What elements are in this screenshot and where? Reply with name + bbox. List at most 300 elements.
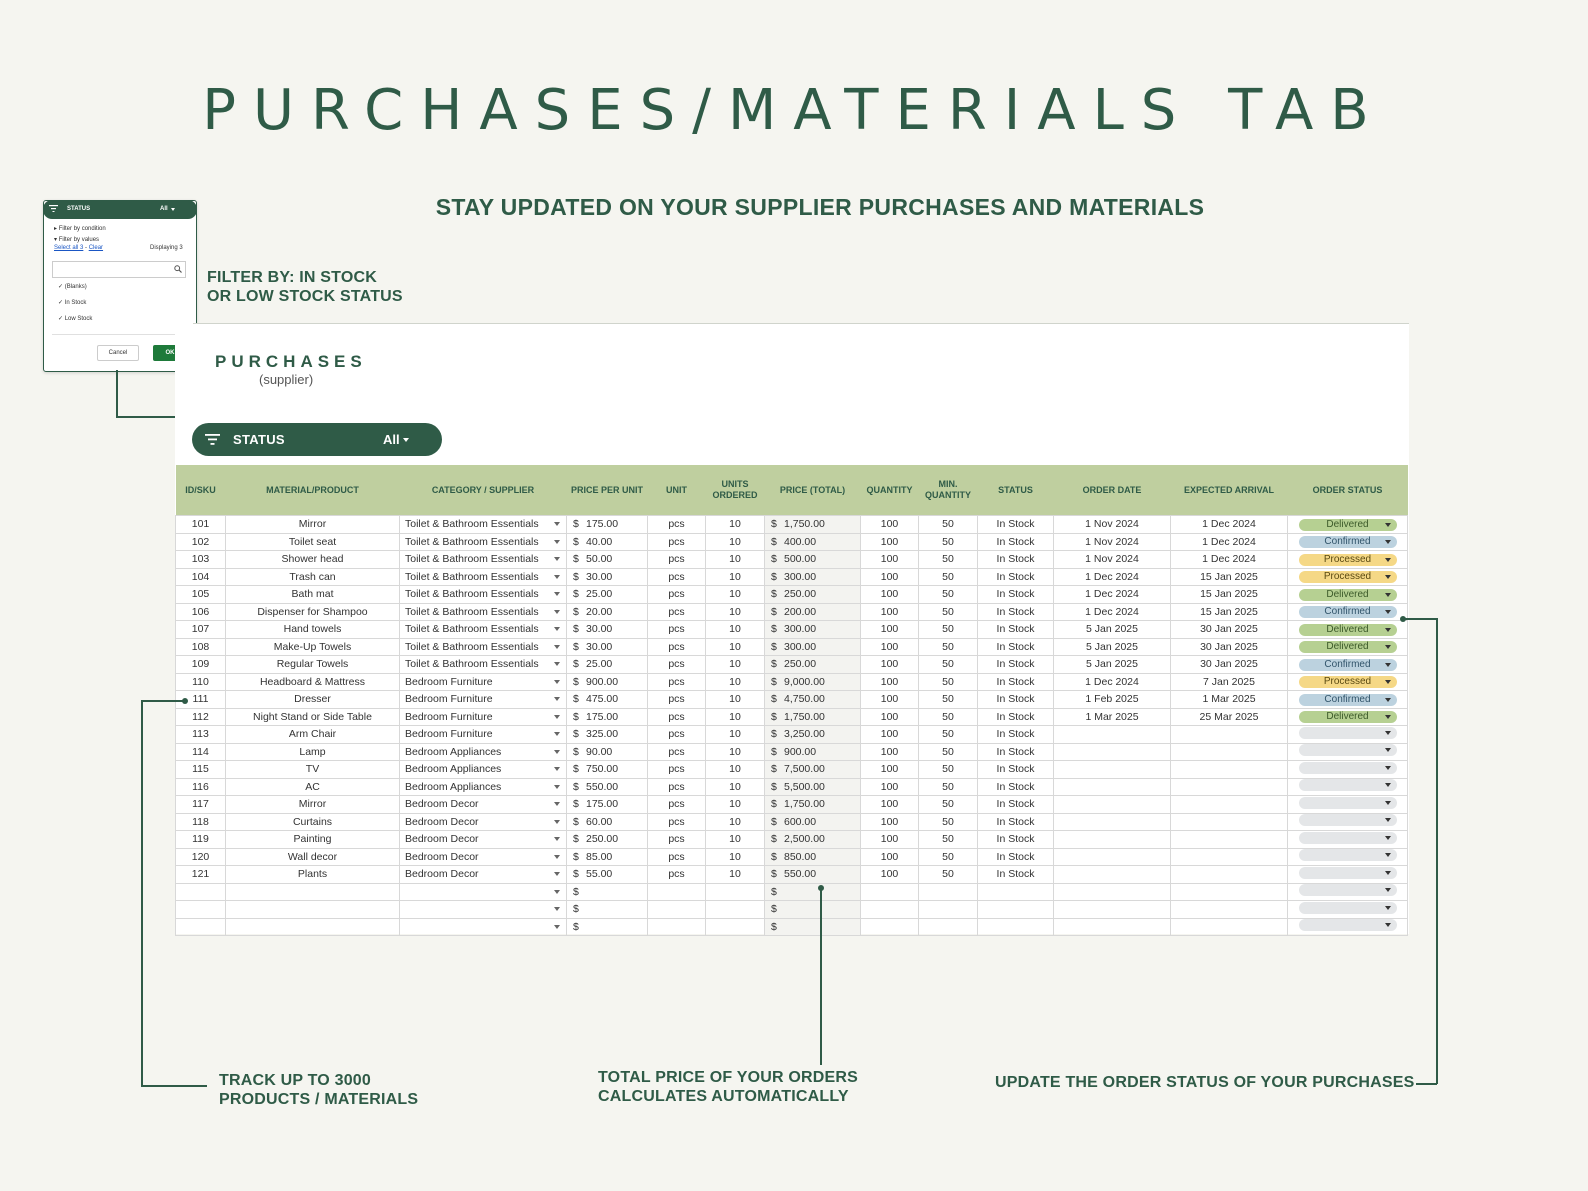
dropdown-arrow-icon[interactable] <box>554 872 560 876</box>
order-status-cell[interactable] <box>1288 568 1408 586</box>
dropdown-arrow-icon[interactable] <box>554 837 560 841</box>
id-cell[interactable]: 114 <box>176 743 226 761</box>
dropdown-arrow-icon[interactable] <box>554 575 560 579</box>
unit-cell[interactable]: pcs <box>648 848 706 866</box>
id-cell[interactable]: 120 <box>176 848 226 866</box>
dropdown-arrow-icon[interactable] <box>554 750 560 754</box>
dropdown-arrow-icon[interactable] <box>554 522 560 526</box>
price-total-cell[interactable] <box>765 813 861 831</box>
units-ordered-cell[interactable]: 10 <box>706 603 765 621</box>
price-per-unit-cell[interactable] <box>567 516 648 534</box>
expected-arrival-cell[interactable] <box>1171 901 1288 919</box>
stock-status-cell[interactable]: In Stock <box>978 638 1054 656</box>
dropdown-arrow-icon[interactable] <box>554 855 560 859</box>
id-cell[interactable]: 118 <box>176 813 226 831</box>
min-quantity-cell[interactable]: 50 <box>919 673 978 691</box>
ok-button[interactable]: OK <box>153 345 187 361</box>
quantity-cell[interactable]: 100 <box>861 848 919 866</box>
units-ordered-cell[interactable]: 10 <box>706 586 765 604</box>
dropdown-arrow-icon[interactable] <box>554 802 560 806</box>
quantity-cell[interactable]: 100 <box>861 516 919 534</box>
dropdown-arrow-icon[interactable] <box>554 820 560 824</box>
category-cell[interactable] <box>400 918 567 936</box>
price-total-cell[interactable] <box>765 848 861 866</box>
order-date-cell[interactable]: 5 Jan 2025 <box>1054 621 1171 639</box>
stock-status-cell[interactable]: In Stock <box>978 778 1054 796</box>
order-status-cell[interactable] <box>1288 743 1408 761</box>
order-status-cell[interactable] <box>1288 656 1408 674</box>
dropdown-arrow-icon[interactable] <box>554 890 560 894</box>
status-filter-button[interactable] <box>192 423 442 456</box>
min-quantity-cell[interactable]: 50 <box>919 796 978 814</box>
quantity-cell[interactable] <box>861 901 919 919</box>
order-status-dropdown[interactable] <box>1299 814 1397 826</box>
unit-cell[interactable]: pcs <box>648 638 706 656</box>
order-date-cell[interactable] <box>1054 901 1171 919</box>
order-date-cell[interactable]: 1 Dec 2024 <box>1054 603 1171 621</box>
min-quantity-cell[interactable] <box>919 883 978 901</box>
id-cell[interactable]: 108 <box>176 638 226 656</box>
stock-status-cell[interactable]: In Stock <box>978 568 1054 586</box>
order-date-cell[interactable] <box>1054 831 1171 849</box>
price-total-cell[interactable] <box>765 691 861 709</box>
id-cell[interactable]: 112 <box>176 708 226 726</box>
price-per-unit-cell[interactable] <box>567 673 648 691</box>
stock-status-cell[interactable]: In Stock <box>978 533 1054 551</box>
dropdown-arrow-icon[interactable] <box>1385 558 1391 562</box>
expected-arrival-cell[interactable]: 15 Jan 2025 <box>1171 586 1288 604</box>
price-total-cell[interactable] <box>765 708 861 726</box>
category-cell[interactable] <box>400 691 567 709</box>
order-status-cell[interactable] <box>1288 918 1408 936</box>
min-quantity-cell[interactable]: 50 <box>919 726 978 744</box>
expected-arrival-cell[interactable] <box>1171 831 1288 849</box>
unit-cell[interactable] <box>648 901 706 919</box>
price-total-cell[interactable] <box>765 726 861 744</box>
category-cell[interactable] <box>400 796 567 814</box>
units-ordered-cell[interactable]: 10 <box>706 866 765 884</box>
order-date-cell[interactable]: 1 Dec 2024 <box>1054 568 1171 586</box>
dropdown-arrow-icon[interactable] <box>1385 818 1391 822</box>
id-cell[interactable]: 103 <box>176 551 226 569</box>
order-status-dropdown[interactable] <box>1299 849 1397 861</box>
price-per-unit-cell[interactable] <box>567 831 648 849</box>
category-cell[interactable] <box>400 551 567 569</box>
material-cell[interactable]: Night Stand or Side Table <box>226 708 400 726</box>
units-ordered-cell[interactable]: 10 <box>706 551 765 569</box>
dropdown-arrow-icon[interactable] <box>554 697 560 701</box>
dropdown-arrow-icon[interactable] <box>1385 731 1391 735</box>
unit-cell[interactable]: pcs <box>648 761 706 779</box>
category-cell[interactable] <box>400 848 567 866</box>
id-cell[interactable] <box>176 883 226 901</box>
min-quantity-cell[interactable]: 50 <box>919 813 978 831</box>
stock-status-cell[interactable]: In Stock <box>978 743 1054 761</box>
price-total-cell[interactable] <box>765 761 861 779</box>
order-date-cell[interactable] <box>1054 743 1171 761</box>
dropdown-arrow-icon[interactable] <box>1385 923 1391 927</box>
order-date-cell[interactable]: 1 Dec 2024 <box>1054 586 1171 604</box>
quantity-cell[interactable]: 100 <box>861 621 919 639</box>
id-cell[interactable]: 116 <box>176 778 226 796</box>
unit-cell[interactable]: pcs <box>648 533 706 551</box>
expected-arrival-cell[interactable] <box>1171 883 1288 901</box>
order-status-cell[interactable] <box>1288 883 1408 901</box>
unit-cell[interactable]: pcs <box>648 778 706 796</box>
quantity-cell[interactable] <box>861 883 919 901</box>
order-date-cell[interactable] <box>1054 813 1171 831</box>
dropdown-arrow-icon[interactable] <box>1385 663 1391 667</box>
quantity-cell[interactable]: 100 <box>861 778 919 796</box>
quantity-cell[interactable]: 100 <box>861 866 919 884</box>
stock-status-cell[interactable]: In Stock <box>978 761 1054 779</box>
price-total-cell[interactable] <box>765 883 861 901</box>
price-total-cell[interactable] <box>765 901 861 919</box>
price-total-cell[interactable] <box>765 603 861 621</box>
unit-cell[interactable]: pcs <box>648 603 706 621</box>
category-cell[interactable] <box>400 708 567 726</box>
dropdown-arrow-icon[interactable] <box>554 627 560 631</box>
category-cell[interactable] <box>400 726 567 744</box>
price-per-unit-cell[interactable] <box>567 918 648 936</box>
id-cell[interactable]: 107 <box>176 621 226 639</box>
expected-arrival-cell[interactable]: 1 Mar 2025 <box>1171 691 1288 709</box>
units-ordered-cell[interactable]: 10 <box>706 778 765 796</box>
dropdown-arrow-icon[interactable] <box>1385 766 1391 770</box>
category-cell[interactable] <box>400 813 567 831</box>
stock-status-cell[interactable]: In Stock <box>978 551 1054 569</box>
order-status-dropdown[interactable] <box>1299 589 1397 601</box>
id-cell[interactable]: 115 <box>176 761 226 779</box>
category-cell[interactable] <box>400 568 567 586</box>
units-ordered-cell[interactable]: 10 <box>706 813 765 831</box>
expected-arrival-cell[interactable] <box>1171 866 1288 884</box>
dropdown-arrow-icon[interactable] <box>1385 680 1391 684</box>
units-ordered-cell[interactable]: 10 <box>706 726 765 744</box>
clear-link[interactable]: Clear <box>88 245 104 251</box>
price-total-cell[interactable] <box>765 621 861 639</box>
stock-status-cell[interactable]: In Stock <box>978 831 1054 849</box>
unit-cell[interactable]: pcs <box>648 586 706 604</box>
expected-arrival-cell[interactable]: 7 Jan 2025 <box>1171 673 1288 691</box>
material-cell[interactable]: Lamp <box>226 743 400 761</box>
dropdown-arrow-icon[interactable] <box>554 645 560 649</box>
unit-cell[interactable]: pcs <box>648 726 706 744</box>
dropdown-arrow-icon[interactable] <box>554 680 560 684</box>
order-status-dropdown[interactable] <box>1299 762 1397 774</box>
order-date-cell[interactable]: 1 Nov 2024 <box>1054 551 1171 569</box>
dropdown-arrow-icon[interactable] <box>1385 906 1391 910</box>
expected-arrival-cell[interactable] <box>1171 918 1288 936</box>
material-cell[interactable]: Trash can <box>226 568 400 586</box>
quantity-cell[interactable]: 100 <box>861 761 919 779</box>
filter-popup-header[interactable] <box>43 200 197 219</box>
price-per-unit-cell[interactable] <box>567 796 648 814</box>
unit-cell[interactable]: pcs <box>648 621 706 639</box>
order-date-cell[interactable] <box>1054 726 1171 744</box>
price-per-unit-cell[interactable] <box>567 813 648 831</box>
expected-arrival-cell[interactable]: 1 Dec 2024 <box>1171 533 1288 551</box>
units-ordered-cell[interactable]: 10 <box>706 673 765 691</box>
order-status-cell[interactable] <box>1288 603 1408 621</box>
units-ordered-cell[interactable]: 10 <box>706 516 765 534</box>
order-status-dropdown[interactable] <box>1299 832 1397 844</box>
units-ordered-cell[interactable]: 10 <box>706 708 765 726</box>
dropdown-arrow-icon[interactable] <box>554 557 560 561</box>
category-cell[interactable] <box>400 516 567 534</box>
material-cell[interactable]: Dresser <box>226 691 400 709</box>
min-quantity-cell[interactable]: 50 <box>919 708 978 726</box>
price-per-unit-cell[interactable] <box>567 586 648 604</box>
unit-cell[interactable]: pcs <box>648 708 706 726</box>
price-total-cell[interactable] <box>765 743 861 761</box>
category-cell[interactable] <box>400 586 567 604</box>
id-cell[interactable]: 113 <box>176 726 226 744</box>
material-cell[interactable]: Dispenser for Shampoo <box>226 603 400 621</box>
order-status-dropdown[interactable] <box>1299 779 1397 791</box>
category-cell[interactable] <box>400 901 567 919</box>
price-total-cell[interactable] <box>765 568 861 586</box>
price-total-cell[interactable] <box>765 796 861 814</box>
select-all-link[interactable]: Select all 3 <box>54 245 84 251</box>
stock-status-cell[interactable]: In Stock <box>978 866 1054 884</box>
order-status-cell[interactable] <box>1288 901 1408 919</box>
order-date-cell[interactable]: 1 Nov 2024 <box>1054 533 1171 551</box>
order-date-cell[interactable]: 1 Mar 2025 <box>1054 708 1171 726</box>
units-ordered-cell[interactable]: 10 <box>706 621 765 639</box>
min-quantity-cell[interactable]: 50 <box>919 691 978 709</box>
expected-arrival-cell[interactable] <box>1171 813 1288 831</box>
id-cell[interactable]: 101 <box>176 516 226 534</box>
price-per-unit-cell[interactable] <box>567 743 648 761</box>
units-ordered-cell[interactable]: 10 <box>706 691 765 709</box>
id-cell[interactable] <box>176 918 226 936</box>
quantity-cell[interactable]: 100 <box>861 603 919 621</box>
category-cell[interactable] <box>400 638 567 656</box>
material-cell[interactable]: TV <box>226 761 400 779</box>
units-ordered-cell[interactable]: 10 <box>706 568 765 586</box>
order-status-cell[interactable] <box>1288 516 1408 534</box>
min-quantity-cell[interactable]: 50 <box>919 761 978 779</box>
dropdown-arrow-icon[interactable] <box>1385 888 1391 892</box>
order-date-cell[interactable] <box>1054 866 1171 884</box>
order-status-cell[interactable] <box>1288 796 1408 814</box>
price-total-cell[interactable] <box>765 551 861 569</box>
unit-cell[interactable]: pcs <box>648 516 706 534</box>
order-status-dropdown[interactable] <box>1299 919 1397 931</box>
order-status-cell[interactable] <box>1288 708 1408 726</box>
material-cell[interactable]: Painting <box>226 831 400 849</box>
stock-status-cell[interactable]: In Stock <box>978 603 1054 621</box>
order-status-dropdown[interactable] <box>1299 744 1397 756</box>
id-cell[interactable]: 109 <box>176 656 226 674</box>
category-cell[interactable] <box>400 866 567 884</box>
order-status-dropdown[interactable] <box>1299 727 1397 739</box>
order-status-cell[interactable] <box>1288 621 1408 639</box>
material-cell[interactable]: Wall decor <box>226 848 400 866</box>
material-cell[interactable]: Plants <box>226 866 400 884</box>
price-total-cell[interactable] <box>765 918 861 936</box>
min-quantity-cell[interactable]: 50 <box>919 586 978 604</box>
unit-cell[interactable]: pcs <box>648 831 706 849</box>
units-ordered-cell[interactable]: 10 <box>706 743 765 761</box>
units-ordered-cell[interactable]: 10 <box>706 656 765 674</box>
unit-cell[interactable]: pcs <box>648 691 706 709</box>
quantity-cell[interactable]: 100 <box>861 831 919 849</box>
expected-arrival-cell[interactable]: 1 Dec 2024 <box>1171 551 1288 569</box>
stock-status-cell[interactable]: In Stock <box>978 656 1054 674</box>
price-total-cell[interactable] <box>765 638 861 656</box>
price-per-unit-cell[interactable] <box>567 708 648 726</box>
dropdown-arrow-icon[interactable] <box>1385 698 1391 702</box>
units-ordered-cell[interactable] <box>706 901 765 919</box>
unit-cell[interactable]: pcs <box>648 673 706 691</box>
dropdown-arrow-icon[interactable] <box>1385 715 1391 719</box>
units-ordered-cell[interactable]: 10 <box>706 761 765 779</box>
units-ordered-cell[interactable]: 10 <box>706 796 765 814</box>
units-ordered-cell[interactable]: 10 <box>706 848 765 866</box>
order-status-cell[interactable] <box>1288 726 1408 744</box>
order-date-cell[interactable] <box>1054 778 1171 796</box>
filter-option-low-stock[interactable] <box>58 315 92 322</box>
min-quantity-cell[interactable]: 50 <box>919 848 978 866</box>
dropdown-arrow-icon[interactable] <box>554 925 560 929</box>
price-total-cell[interactable] <box>765 516 861 534</box>
id-cell[interactable]: 110 <box>176 673 226 691</box>
dropdown-arrow-icon[interactable] <box>1385 853 1391 857</box>
id-cell[interactable]: 119 <box>176 831 226 849</box>
dropdown-arrow-icon[interactable] <box>554 785 560 789</box>
id-cell[interactable]: 105 <box>176 586 226 604</box>
dropdown-arrow-icon[interactable] <box>554 540 560 544</box>
order-status-dropdown[interactable] <box>1299 641 1397 653</box>
min-quantity-cell[interactable]: 50 <box>919 866 978 884</box>
quantity-cell[interactable]: 100 <box>861 708 919 726</box>
price-per-unit-cell[interactable] <box>567 848 648 866</box>
quantity-cell[interactable]: 100 <box>861 551 919 569</box>
id-cell[interactable]: 111 <box>176 691 226 709</box>
price-per-unit-cell[interactable] <box>567 568 648 586</box>
quantity-cell[interactable]: 100 <box>861 743 919 761</box>
category-cell[interactable] <box>400 761 567 779</box>
category-cell[interactable] <box>400 533 567 551</box>
expected-arrival-cell[interactable] <box>1171 848 1288 866</box>
expected-arrival-cell[interactable] <box>1171 778 1288 796</box>
order-date-cell[interactable] <box>1054 848 1171 866</box>
price-total-cell[interactable] <box>765 673 861 691</box>
price-total-cell[interactable] <box>765 586 861 604</box>
unit-cell[interactable]: pcs <box>648 866 706 884</box>
price-per-unit-cell[interactable] <box>567 533 648 551</box>
material-cell[interactable]: Toilet seat <box>226 533 400 551</box>
order-status-dropdown[interactable] <box>1299 571 1397 583</box>
order-date-cell[interactable]: 5 Jan 2025 <box>1054 638 1171 656</box>
id-cell[interactable] <box>176 901 226 919</box>
order-status-dropdown[interactable] <box>1299 676 1397 688</box>
price-per-unit-cell[interactable] <box>567 778 648 796</box>
order-status-cell[interactable] <box>1288 778 1408 796</box>
material-cell[interactable] <box>226 883 400 901</box>
order-status-cell[interactable] <box>1288 866 1408 884</box>
dropdown-arrow-icon[interactable] <box>554 592 560 596</box>
order-status-dropdown[interactable] <box>1299 606 1397 618</box>
units-ordered-cell[interactable]: 10 <box>706 638 765 656</box>
dropdown-arrow-icon[interactable] <box>1385 783 1391 787</box>
category-cell[interactable] <box>400 656 567 674</box>
dropdown-arrow-icon[interactable] <box>1385 871 1391 875</box>
price-total-cell[interactable] <box>765 778 861 796</box>
order-date-cell[interactable] <box>1054 918 1171 936</box>
min-quantity-cell[interactable]: 50 <box>919 831 978 849</box>
dropdown-arrow-icon[interactable] <box>554 610 560 614</box>
order-date-cell[interactable] <box>1054 883 1171 901</box>
expected-arrival-cell[interactable] <box>1171 796 1288 814</box>
quantity-cell[interactable]: 100 <box>861 638 919 656</box>
dropdown-arrow-icon[interactable] <box>1385 628 1391 632</box>
order-status-cell[interactable] <box>1288 813 1408 831</box>
min-quantity-cell[interactable]: 50 <box>919 533 978 551</box>
order-status-cell[interactable] <box>1288 761 1408 779</box>
min-quantity-cell[interactable]: 50 <box>919 743 978 761</box>
order-status-dropdown[interactable] <box>1299 884 1397 896</box>
unit-cell[interactable]: pcs <box>648 551 706 569</box>
dropdown-arrow-icon[interactable] <box>554 732 560 736</box>
material-cell[interactable]: Arm Chair <box>226 726 400 744</box>
dropdown-arrow-icon[interactable] <box>1385 836 1391 840</box>
dropdown-arrow-icon[interactable] <box>1385 540 1391 544</box>
stock-status-cell[interactable] <box>978 901 1054 919</box>
price-total-cell[interactable] <box>765 656 861 674</box>
material-cell[interactable]: Make-Up Towels <box>226 638 400 656</box>
expected-arrival-cell[interactable]: 15 Jan 2025 <box>1171 568 1288 586</box>
material-cell[interactable]: Regular Towels <box>226 656 400 674</box>
stock-status-cell[interactable]: In Stock <box>978 708 1054 726</box>
order-date-cell[interactable]: 1 Nov 2024 <box>1054 516 1171 534</box>
price-total-cell[interactable] <box>765 831 861 849</box>
dropdown-arrow-icon[interactable] <box>1385 801 1391 805</box>
order-status-dropdown[interactable] <box>1299 797 1397 809</box>
order-status-cell[interactable] <box>1288 533 1408 551</box>
expected-arrival-cell[interactable] <box>1171 726 1288 744</box>
min-quantity-cell[interactable]: 50 <box>919 656 978 674</box>
category-cell[interactable] <box>400 621 567 639</box>
order-status-cell[interactable] <box>1288 691 1408 709</box>
price-per-unit-cell[interactable] <box>567 638 648 656</box>
price-per-unit-cell[interactable] <box>567 551 648 569</box>
quantity-cell[interactable]: 100 <box>861 656 919 674</box>
unit-cell[interactable]: pcs <box>648 743 706 761</box>
quantity-cell[interactable]: 100 <box>861 796 919 814</box>
order-status-cell[interactable] <box>1288 673 1408 691</box>
price-total-cell[interactable] <box>765 866 861 884</box>
filter-by-condition[interactable]: ▸ Filter by condition <box>54 226 106 232</box>
quantity-cell[interactable]: 100 <box>861 568 919 586</box>
expected-arrival-cell[interactable]: 1 Dec 2024 <box>1171 516 1288 534</box>
order-date-cell[interactable]: 1 Dec 2024 <box>1054 673 1171 691</box>
price-per-unit-cell[interactable] <box>567 866 648 884</box>
order-status-dropdown[interactable] <box>1299 867 1397 879</box>
order-status-cell[interactable] <box>1288 831 1408 849</box>
material-cell[interactable] <box>226 901 400 919</box>
price-per-unit-cell[interactable] <box>567 883 648 901</box>
dropdown-arrow-icon[interactable] <box>1385 645 1391 649</box>
units-ordered-cell[interactable]: 10 <box>706 831 765 849</box>
order-status-dropdown[interactable] <box>1299 554 1397 566</box>
unit-cell[interactable] <box>648 883 706 901</box>
stock-status-cell[interactable]: In Stock <box>978 796 1054 814</box>
dropdown-arrow-icon[interactable] <box>554 715 560 719</box>
id-cell[interactable]: 121 <box>176 866 226 884</box>
